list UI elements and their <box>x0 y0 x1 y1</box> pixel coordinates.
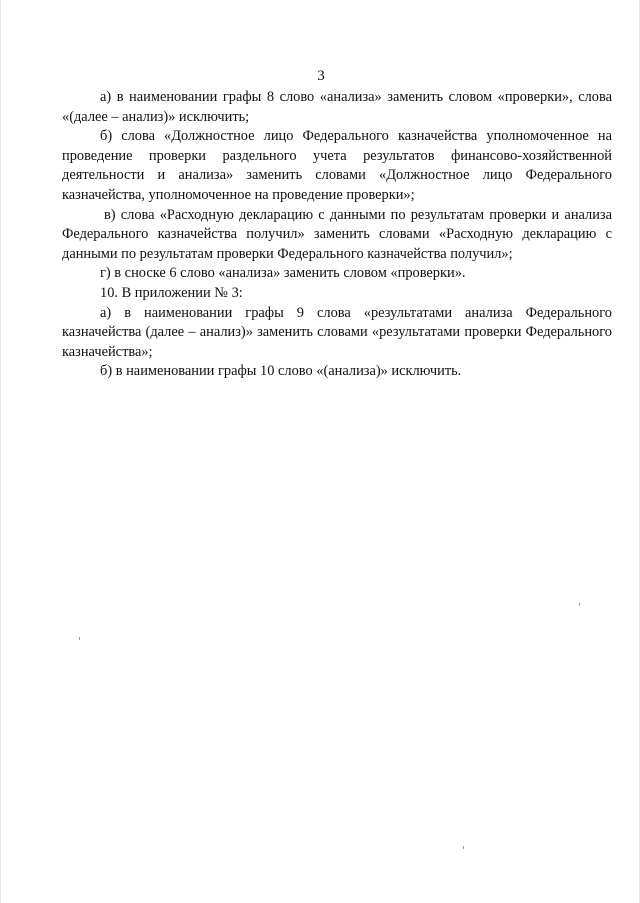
paragraph-10b: б) в наименовании графы 10 слово «(анализа)» исключить. <box>100 363 462 380</box>
paragraph-10a: а) в наименовании графы 9 слова «результатами анализа Федерального казначейства (далее – анализ)» заменить словами «результатами проверки Федерального казначейства»; <box>62 304 612 360</box>
page-number: 3 <box>317 68 325 84</box>
scan-artifact <box>463 846 464 849</box>
paragraph-9g: г) в сноске 6 слово «анализа» заменить словом «проверки». <box>100 265 466 282</box>
paragraph-9b: б) слова «Должностное лицо Федерального казначейства уполномоченное на проведение проверки раздельного учета результатов финансово-хозяйственной деятельности и анализа» заменить словами «Должностное лицо Федерального казначейства, уполномоченное на проведение проверки»; <box>62 128 612 203</box>
paragraph-9a: а) в наименовании графы 8 слово «анализа» заменить словом «проверки», слова «(далее – анализ)» исключить; <box>62 89 612 125</box>
scan-artifact <box>579 603 580 606</box>
paragraph-9v: в) слова «Расходную декларацию с данными по результатам проверки и анализа Федерального казначейства получил» заменить словами «Расходную декларацию с данными по результатам проверки Федерального казначейства получил»; <box>62 206 612 262</box>
scan-artifact <box>79 637 80 640</box>
paragraph-10: 10. В приложении № 3: <box>100 284 243 301</box>
document-body <box>62 88 612 382</box>
